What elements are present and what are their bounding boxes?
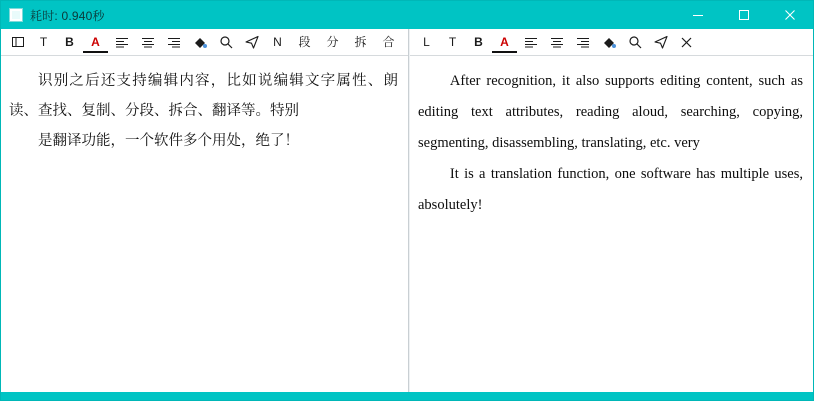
close-icon[interactable]: [674, 31, 699, 54]
source-paragraph: 识别之后还支持编辑内容，比如说编辑文字属性、朗读、查找、复制、分段、拆合、翻译等。特别: [9, 73, 398, 119]
fill-color-icon[interactable]: [187, 31, 212, 54]
source-pane: [1, 29, 408, 392]
text-tool-icon[interactable]: T: [39, 35, 48, 49]
search-icon[interactable]: [622, 31, 647, 54]
paragraph-button[interactable]: 段: [298, 35, 311, 49]
editor-panes: [1, 29, 813, 392]
translation-text-area[interactable]: [410, 56, 813, 392]
disassemble-button[interactable]: 拆: [354, 35, 367, 49]
align-center-icon[interactable]: [135, 31, 160, 54]
text-tool-icon[interactable]: T: [448, 35, 457, 49]
merge-button[interactable]: 合: [382, 35, 395, 49]
window-title: 耗时: 0.940秒: [30, 8, 105, 23]
font-color-icon[interactable]: A: [492, 34, 517, 53]
align-center-icon[interactable]: [544, 31, 569, 54]
source-paragraph: 是翻译功能，一个软件多个用处，绝了！: [38, 133, 299, 149]
source-text-area[interactable]: [1, 56, 408, 392]
translation-pane: [410, 29, 813, 392]
send-icon[interactable]: [239, 31, 264, 54]
normal-text-icon[interactable]: N: [273, 35, 282, 49]
document-icon: [9, 8, 23, 22]
align-right-icon[interactable]: [161, 31, 186, 54]
layout-icon[interactable]: [5, 31, 30, 54]
send-icon[interactable]: [648, 31, 673, 54]
split-button[interactable]: 分: [326, 35, 339, 49]
align-left-icon[interactable]: [109, 31, 134, 54]
language-icon[interactable]: L: [423, 35, 430, 49]
fill-color-icon[interactable]: [596, 31, 621, 54]
close-button[interactable]: [767, 1, 813, 29]
translation-toolbar: [410, 29, 813, 56]
bold-icon[interactable]: B: [474, 35, 483, 49]
translation-paragraph: After recognition, it also supports editing content, such as editing text attributes, reading aloud, searching, copying, segmenting, disassembling, translating, etc. very: [418, 73, 803, 151]
search-icon[interactable]: [213, 31, 238, 54]
minimize-button[interactable]: [675, 1, 721, 29]
align-left-icon[interactable]: [518, 31, 543, 54]
align-right-icon[interactable]: [570, 31, 595, 54]
source-toolbar: [1, 29, 408, 56]
maximize-button[interactable]: [721, 1, 767, 29]
window-controls: [675, 1, 813, 29]
bold-icon[interactable]: B: [65, 35, 74, 49]
font-color-icon[interactable]: A: [83, 34, 108, 53]
translation-paragraph: It is a translation function, one software has multiple uses, absolutely!: [418, 166, 803, 213]
title-bar: [1, 1, 813, 29]
status-strip: [1, 392, 813, 400]
